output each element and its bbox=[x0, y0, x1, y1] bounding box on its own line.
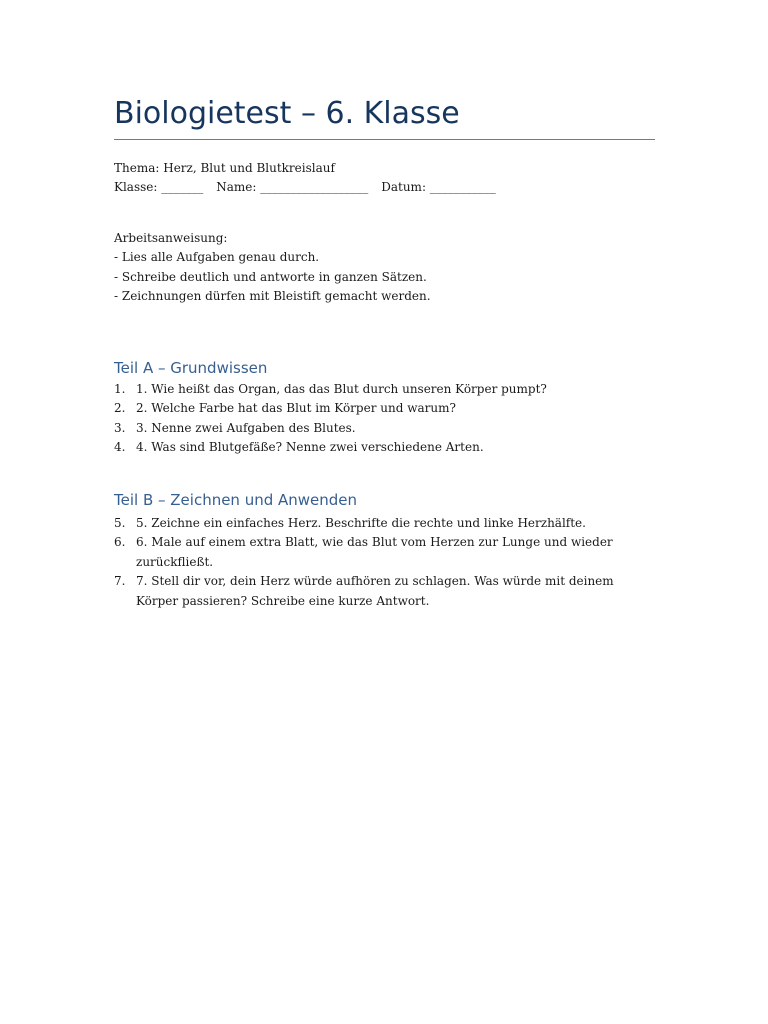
student-fields-line bbox=[114, 178, 496, 197]
question-number: 7. bbox=[114, 574, 126, 589]
section-heading-b: Teil B – Zeichnen und Anwenden bbox=[114, 491, 358, 509]
question-list-b bbox=[114, 514, 655, 611]
question-list-a bbox=[114, 380, 655, 458]
question-item bbox=[114, 514, 655, 533]
question-item bbox=[114, 533, 655, 572]
title-underline bbox=[114, 139, 655, 140]
date-field: Datum: ___________ bbox=[381, 180, 496, 195]
instructions-block bbox=[114, 229, 431, 307]
question-item bbox=[114, 380, 655, 399]
question-text: 7. Stell dir vor, dein Herz würde aufhören zu schlagen. Was würde mit deinem Körper passieren? Schreibe eine kurze Antwort. bbox=[136, 574, 614, 608]
question-item bbox=[114, 419, 655, 438]
student-info bbox=[114, 159, 496, 198]
topic-line: Thema: Herz, Blut und Blutkreislauf bbox=[114, 161, 335, 175]
instruction-line: - Lies alle Aufgaben genau durch. bbox=[114, 250, 320, 265]
question-text: 4. Was sind Blutgefäße? Nenne zwei verschiedene Arten. bbox=[136, 440, 484, 455]
question-item bbox=[114, 399, 655, 418]
question-number: 2. bbox=[114, 401, 126, 416]
question-number: 4. bbox=[114, 440, 126, 455]
section-heading-a: Teil A – Grundwissen bbox=[114, 359, 268, 377]
question-number: 6. bbox=[114, 535, 126, 550]
question-text: 2. Welche Farbe hat das Blut im Körper und warum? bbox=[136, 401, 456, 416]
question-text: 1. Wie heißt das Organ, das das Blut durch unseren Körper pumpt? bbox=[136, 382, 547, 396]
question-text: 5. Zeichne ein einfaches Herz. Beschrifte die rechte und linke Herzhälfte. bbox=[136, 516, 586, 530]
question-number: 5. bbox=[114, 516, 126, 530]
name-field: Name: __________________ bbox=[216, 180, 369, 195]
class-field: Klasse: _______ bbox=[114, 180, 204, 195]
question-number: 1. bbox=[114, 382, 126, 396]
instruction-line: - Schreibe deutlich und antworte in ganzen Sätzen. bbox=[114, 269, 427, 284]
question-item bbox=[114, 572, 655, 611]
question-text: 3. Nenne zwei Aufgaben des Blutes. bbox=[136, 420, 356, 435]
question-number: 3. bbox=[114, 420, 126, 435]
document-title: Biologietest – 6. Klasse bbox=[114, 96, 460, 131]
question-text: 6. Male auf einem extra Blatt, wie das Blut vom Herzen zur Lunge und wieder zurückfließt. bbox=[136, 535, 613, 569]
question-item bbox=[114, 438, 655, 457]
instruction-line: - Zeichnungen dürfen mit Bleistift gemacht werden. bbox=[114, 289, 431, 304]
instructions-heading: Arbeitsanweisung: bbox=[114, 231, 228, 245]
